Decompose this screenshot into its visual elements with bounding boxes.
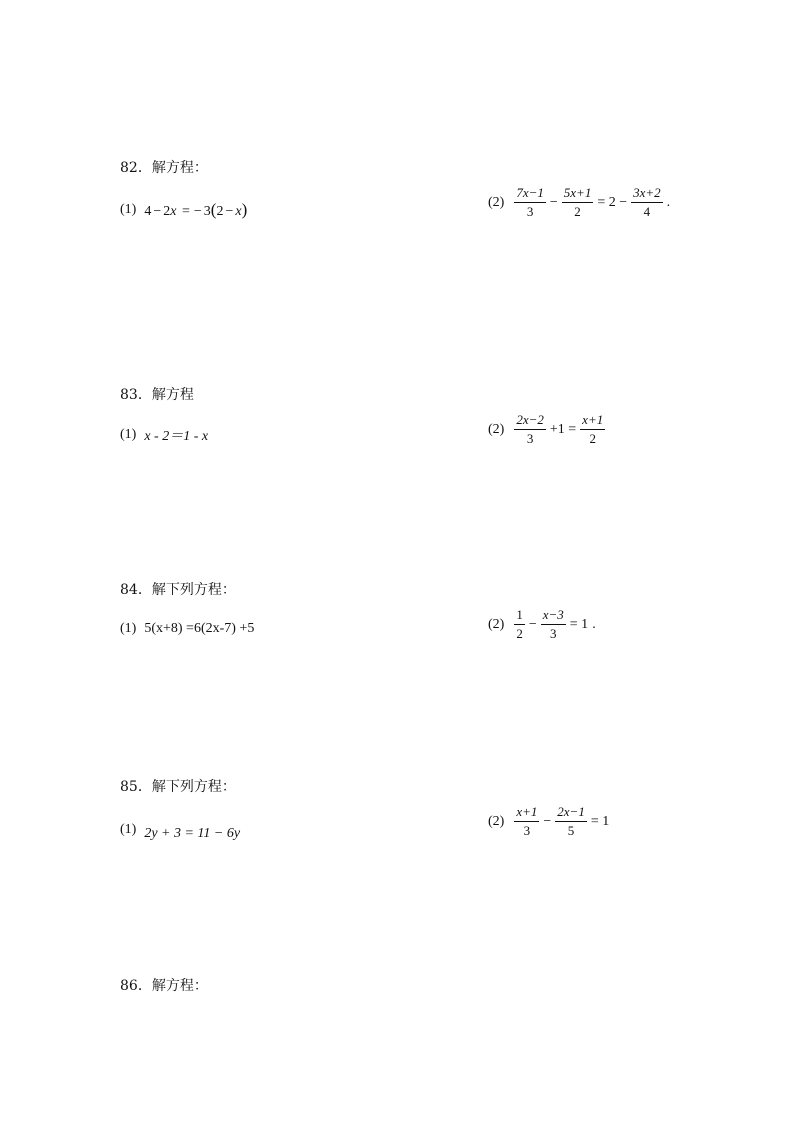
part-label: (2): [488, 813, 505, 829]
problem-84-part-2: (2) $\frac{1}{2}$ − $\frac{x-3}{3}$ = 1 .: [488, 607, 596, 641]
part-label: (1): [120, 202, 137, 217]
problem-86-heading: 86．解方程：: [120, 978, 208, 994]
problem-82-part-2: (2) $\frac{7x-1}{3}$ − $\frac{5x+1}{2}$ = 2 − $\frac{3x+2}{4}$ .: [488, 185, 671, 219]
fraction: $\frac{x-3}{3}$: [542, 607, 564, 641]
equation-85-1: 2y + 3 = 11 − 6y: [144, 826, 241, 841]
problem-85-part-1: [120, 818, 240, 842]
problem-84-heading: 84．解下列方程：: [120, 582, 236, 598]
part-label: (1): [120, 427, 137, 442]
problem-83-heading: 83．解方程: [120, 387, 194, 403]
problem-84-part-1: [120, 621, 254, 637]
part-label: (2): [488, 421, 505, 437]
part-label: (2): [488, 194, 505, 210]
equation-83-1: x ‐ 2＝1 ‐ x: [144, 429, 209, 444]
problem-83-part-1: [120, 425, 208, 445]
problem-82-heading: 82．解方程：: [120, 160, 208, 176]
part-label: (2): [488, 616, 505, 632]
part-label: (1): [120, 621, 137, 636]
fraction: $\frac{1}{2}$: [516, 607, 523, 641]
problem-85-part-2: (2) $\frac{x+1}{3}$ − $\frac{2x-1}{5}$ = 1: [488, 804, 610, 838]
problem-83-part-2: (2) $\frac{2x-2}{3}$ +1 = $\frac{x+1}{2}$: [488, 412, 604, 446]
fraction: $\frac{x+1}{3}$: [516, 804, 538, 838]
fraction: $\frac{x+1}{2}$: [582, 412, 604, 446]
problem-82-part-1: [120, 200, 247, 220]
fraction: $\frac{2x-1}{5}$: [557, 804, 585, 838]
fraction: $\frac{7x-1}{3}$: [516, 185, 544, 219]
equation-82-1: 4 − 2x = − 3(2 − x): [144, 200, 248, 219]
part-label: (1): [120, 822, 137, 837]
fraction: $\frac{2x-2}{3}$: [516, 412, 544, 446]
problem-85-heading: 85．解下列方程：: [120, 779, 236, 795]
fraction: $\frac{5x+1}{2}$: [563, 185, 592, 219]
fraction: $\frac{3x+2}{4}$: [633, 185, 661, 219]
equation-84-1: 5(x+8) =6(2x-7) +5: [144, 621, 255, 636]
